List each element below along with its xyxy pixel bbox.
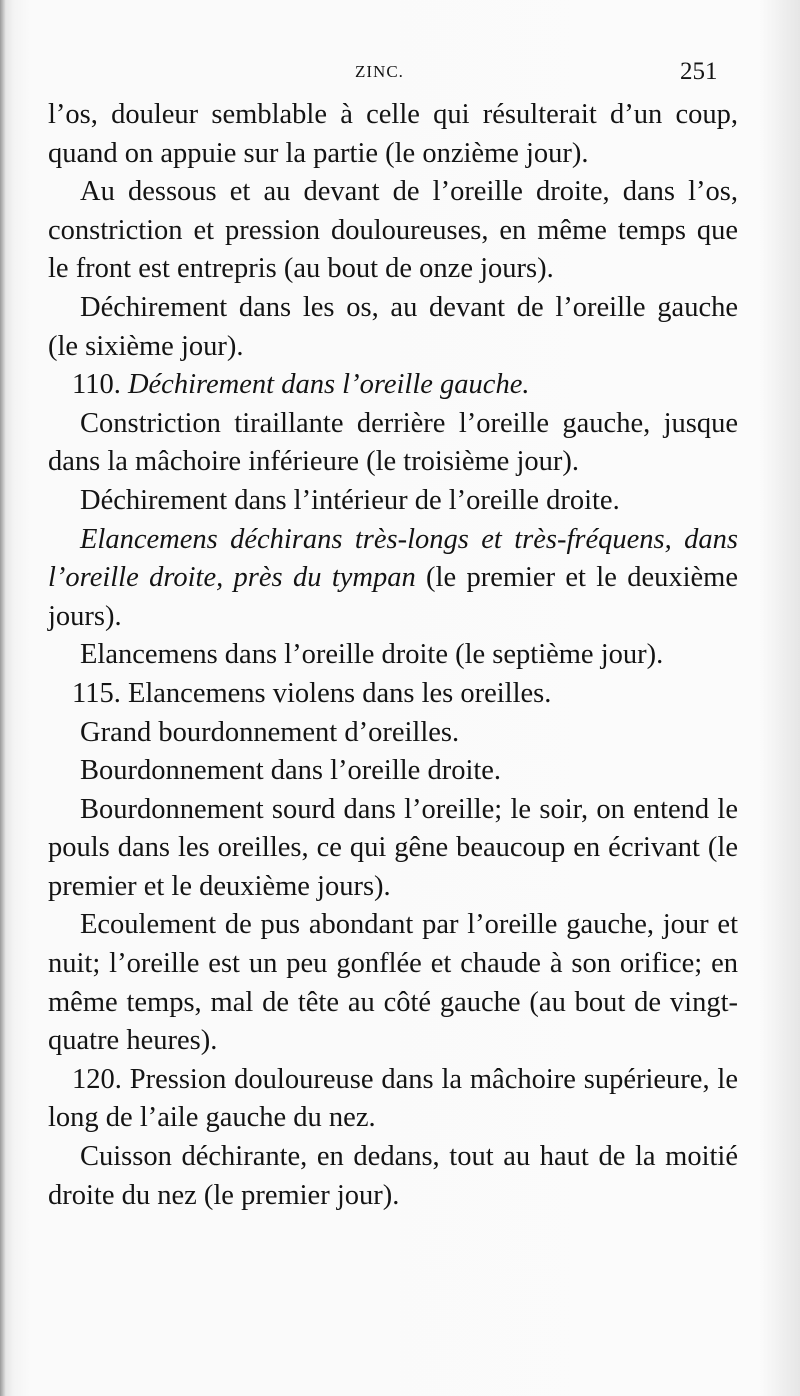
paragraph: 115. Elancemens violens dans les oreilles.	[72, 677, 552, 709]
paragraph: Au dessous et au devant de l’oreille droite, dans l’os, constriction et pression douloureuses, en même temps que le front est entrepris (au bout de onze jours).	[48, 176, 738, 285]
entry-number: 110.	[72, 369, 121, 401]
paragraph: Constriction tiraillante derrière l’oreille gauche, jusque dans la mâchoire inférieure (le troisième jour).	[48, 407, 738, 478]
section-heading-text: Déchirement dans l’oreille gauche.	[127, 369, 530, 401]
paragraph: l’os, douleur semblable à celle qui résulterait d’un coup, quand on appuie sur la partie (le onzième jour).	[48, 99, 738, 169]
entry-number: 115.	[72, 677, 121, 709]
page-number: 251	[680, 58, 718, 85]
paragraph: Ecoulement de pus abondant par l’oreille gauche, jour et nuit; l’oreille est un peu gonflée et chaude à son orifice; en même temps, mal de tête au côté gauche (au bout de vingt-quatre heures).	[48, 909, 738, 1057]
paragraph: Bourdonnement dans l’oreille droite.	[80, 755, 502, 787]
paragraph: Elancemens dans l’oreille droite (le septième jour).	[80, 639, 664, 671]
italic-text: Elancemens déchirans très-longs et très-fréquens, dans l’oreille droite, près du tympan	[48, 523, 738, 594]
paragraph: Déchirement dans l’intérieur de l’oreille droite.	[80, 484, 620, 516]
paragraph: Déchirement dans les os, au devant de l’oreille gauche (le sixième jour).	[48, 291, 738, 362]
page-gutter-shadow	[0, 0, 6, 1396]
paragraph: Cuisson déchirante, en dedans, tout au haut de la moitié droite du nez (le premier jour).	[48, 1141, 738, 1211]
paragraph: Grand bourdonnement d’oreilles.	[80, 716, 460, 748]
running-head	[0, 60, 800, 90]
paragraph: Elancemens déchirans très-longs et très-fréquens, dans l’oreille droite, près du tympan (le premier et le deuxième jours).	[48, 523, 738, 632]
paragraph: 120. Pression douloureuse dans la mâchoire supérieure, le long de l’aile gauche du nez.	[48, 1063, 738, 1134]
entry-number: 120.	[72, 1063, 122, 1095]
body-text	[48, 96, 738, 1215]
section-heading	[48, 366, 738, 405]
paragraph: Bourdonnement sourd dans l’oreille; le soir, on entend le pouls dans les oreilles, ce qui gêne beaucoup en écrivant (le premier et le deuxième jours).	[48, 793, 738, 902]
running-head-title: ZINC.	[355, 62, 404, 81]
